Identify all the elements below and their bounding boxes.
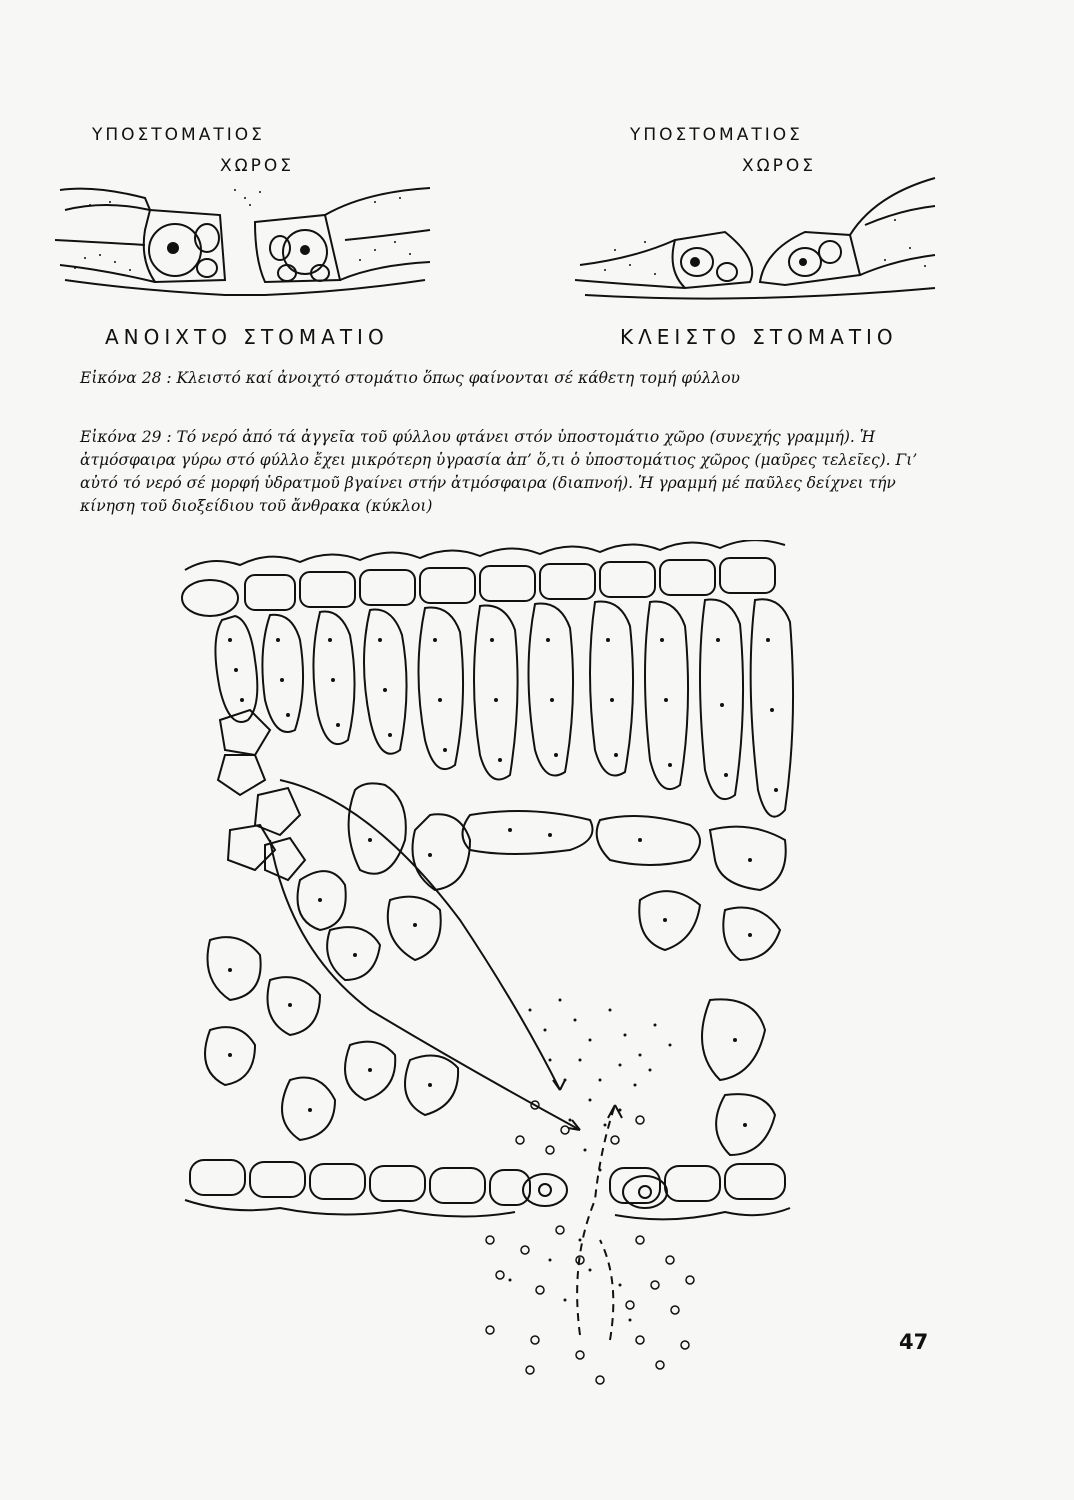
closed-stoma-drawing bbox=[575, 170, 940, 310]
right-top-label-line1: ΥΠΟΣΤΟΜΑΤΙΟΣ bbox=[630, 125, 803, 145]
right-top-label-line2: ΧΩΡΟΣ bbox=[742, 156, 817, 176]
left-top-label-line1: ΥΠΟΣΤΟΜΑΤΙΟΣ bbox=[92, 125, 265, 145]
closed-stoma-label: ΚΛΕΙΣΤΟ ΣΤΟΜΑΤΙΟ bbox=[620, 325, 898, 349]
leaf-cross-section-drawing bbox=[170, 540, 810, 1400]
left-top-label-line2: ΧΩΡΟΣ bbox=[220, 156, 295, 176]
page-number: 47 bbox=[899, 1330, 929, 1354]
open-stoma-label: ΑΝΟΙΧΤΟ ΣΤΟΜΑΤΙΟ bbox=[105, 325, 389, 349]
figure-29-caption: Εἰκόνα 29 : Τό νερό ἀπό τά ἀγγεῖα τοῦ φύλλου φτάνει στόν ὑποστομάτιο χῶρο (συνεχής γραμμή). Ἡ ἀτμόσφαιρα γύρω στό φύλλο ἔχει μικρότερη ὑγρασία ἀπ’ ὅ,τι ὁ ὑποστομάτιος χῶρος (μαῦρες τελεῖες). Γι’ αὐτό τό νερό σέ μορφή ὑδρατμοῦ βγαίνει στήν ἀτμόσφαιρα (διαπνοή). Ἡ γραμμή μέ παῦλες δείχνει τήν κίνηση τοῦ διοξείδιου τοῦ ἄνθρακα (κύκλοι) bbox=[80, 428, 918, 515]
figure-28-caption: Εἰκόνα 28 : Κλειστό καί ἀνοιχτό στομάτιο ὅπως φαίνονται σέ κάθετη τομή φύλλου bbox=[80, 369, 740, 387]
open-stoma-drawing bbox=[55, 170, 435, 310]
